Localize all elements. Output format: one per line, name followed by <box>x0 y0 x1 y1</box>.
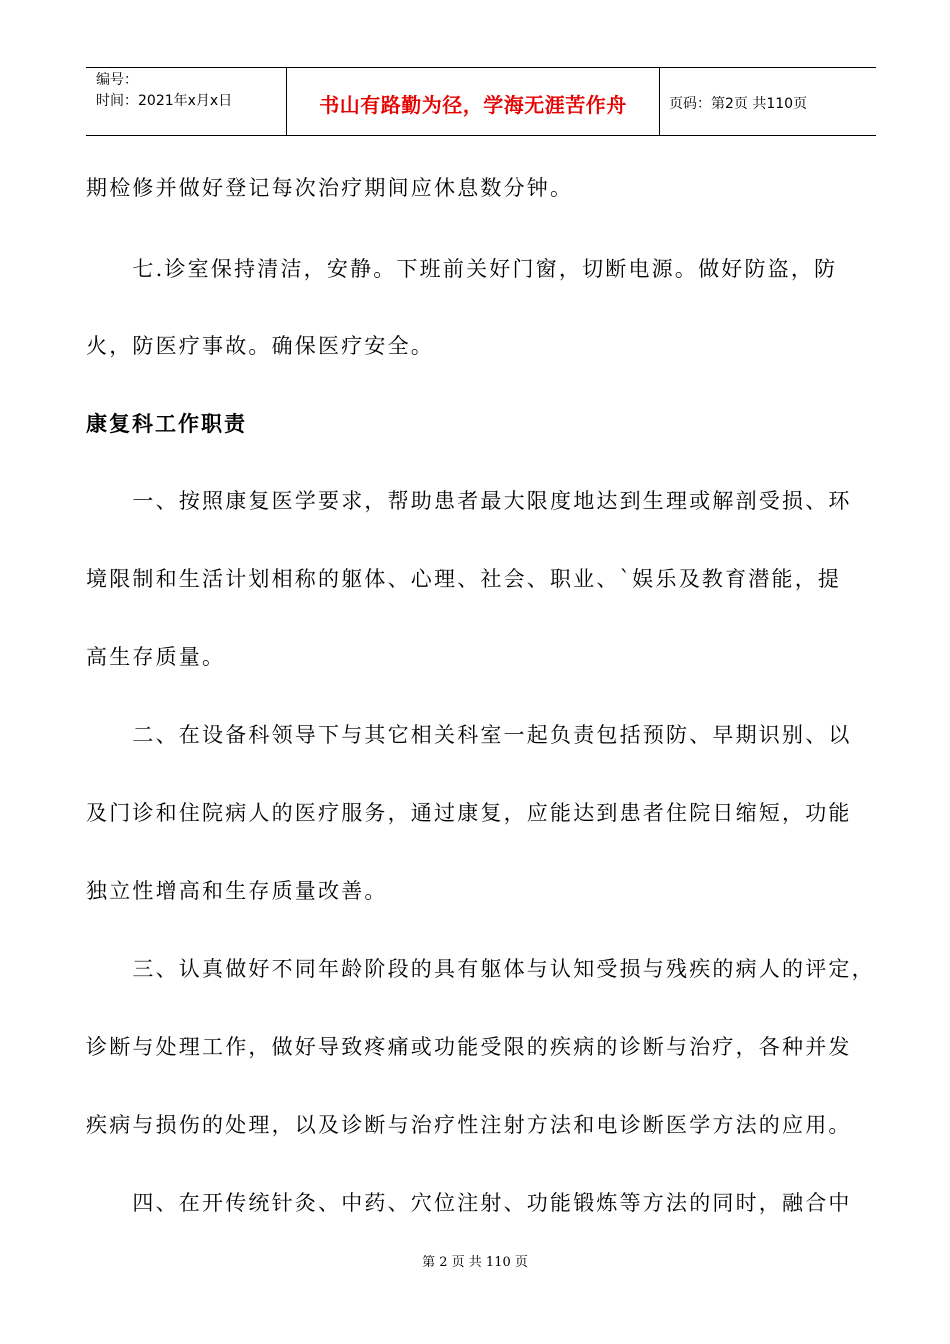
date-label: 时间：2021年x月x日 <box>96 93 233 109</box>
serial-number-label: 编号： <box>96 72 138 88</box>
body-line: 一、按照康复医学要求，帮助患者最大限度地达到生理或解剖受损、环 <box>86 489 852 513</box>
page-footer: 第 2 页 共 110 页 <box>422 1255 528 1270</box>
body-line: 七.诊室保持清洁，安静。下班前关好门窗，切断电源。做好防盗，防 <box>86 257 838 281</box>
header-page-cell <box>660 68 876 135</box>
page-code-label: 页码：第2页 共110页 <box>669 95 808 112</box>
body-line: 疾病与损伤的处理，以及诊断与治疗性注射方法和电诊断医学方法的应用。 <box>86 1113 852 1137</box>
header-meta-cell <box>86 68 287 135</box>
body-line: 二、在设备科领导下与其它相关科室一起负责包括预防、早期识别、以 <box>86 723 852 747</box>
body-line: 独立性增高和生存质量改善。 <box>86 879 388 903</box>
body-line: 及门诊和住院病人的医疗服务，通过康复，应能达到患者住院日缩短，功能 <box>86 801 852 825</box>
body-line: 三、认真做好不同年龄阶段的具有躯体与认知受损与残疾的病人的评定， <box>86 957 875 981</box>
body-line: 境限制和生活计划相称的躯体、心理、社会、职业、`娱乐及教育潜能，提 <box>86 567 842 591</box>
body-line: 火，防医疗事故。确保医疗安全。 <box>86 334 434 358</box>
body-line: 诊断与处理工作，做好导致疼痛或功能受限的疾病的诊断与治疗，各种并发 <box>86 1035 852 1059</box>
body-line: 高生存质量。 <box>86 645 226 669</box>
body-line: 期检修并做好登记每次治疗期间应休息数分钟。 <box>86 176 574 200</box>
header-motto-cell <box>287 68 660 135</box>
section-title: 康复科工作职责 <box>86 412 247 436</box>
document-header <box>86 67 876 136</box>
body-line: 四、在开传统针灸、中药、穴位注射、功能锻炼等方法的同时，融合中 <box>86 1191 852 1215</box>
motto-text: 书山有路勤为径，学海无涯苦作舟 <box>319 93 627 117</box>
